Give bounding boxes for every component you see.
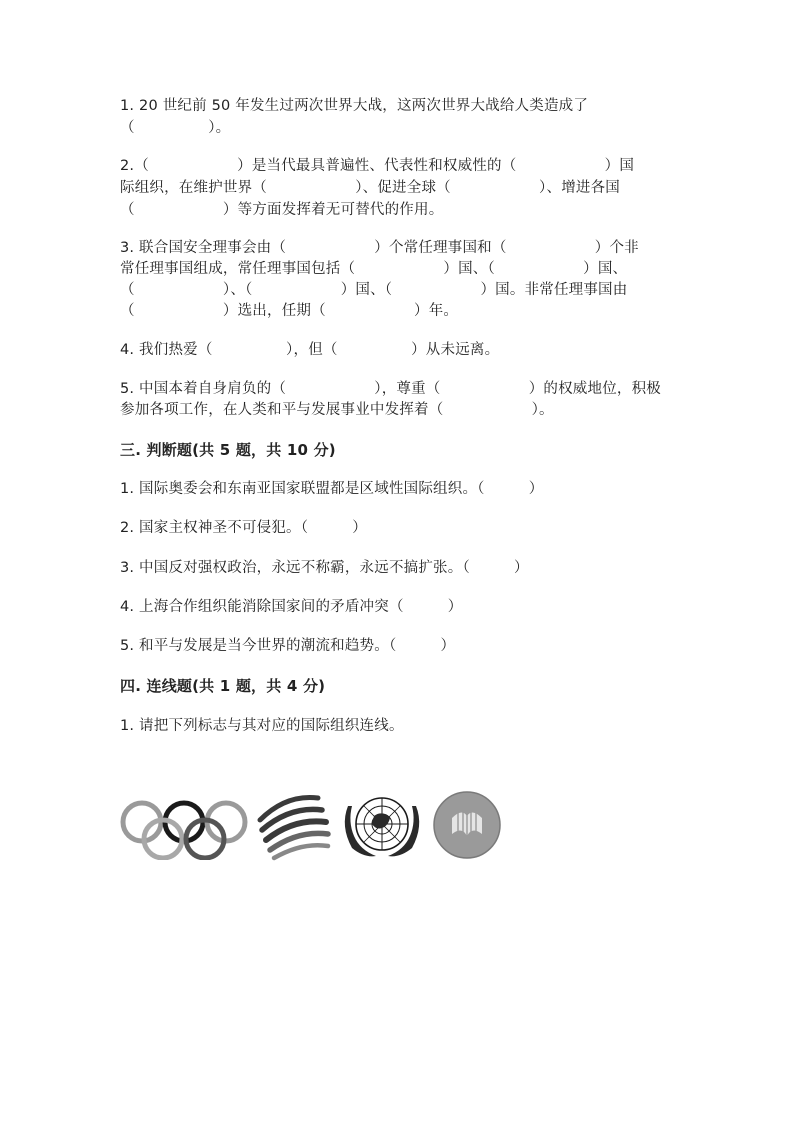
- q5-line1: 5. 中国本着自身肩负的（ ），尊重（ ）的权威地位，积极: [120, 381, 661, 397]
- q2-line2: 际组织，在维护世界（ ）、促进全球（ ）、增进各国: [120, 180, 620, 196]
- q1-line2: （ ）。: [120, 120, 231, 136]
- match-item-1: 1. 请把下列标志与其对应的国际组织连线。: [120, 718, 404, 734]
- q1-line1: 1. 20 世纪前 50 年发生过两次世界大战，这两次世界大战给人类造成了: [120, 98, 589, 114]
- q5-line2: 参加各项工作，在人类和平与发展事业中发挥着（ ）。: [120, 402, 554, 418]
- q2-line1: 2.（ ）是当代最具普遍性、代表性和权威性的（ ）国: [120, 158, 635, 174]
- judge-item-1: 1. 国际奥委会和东南亚国家联盟都是区域性国际组织。（ ）: [120, 481, 544, 497]
- q3-line1: 3. 联合国安全理事会由（ ）个常任理事国和（ ）个非: [120, 240, 639, 256]
- judge-item-5: 5. 和平与发展是当今世界的潮流和趋势。（ ）: [120, 638, 456, 654]
- q3-line4: （ ）选出，任期（ ）年。: [120, 303, 459, 319]
- un-emblem-icon: [338, 790, 426, 862]
- match-heading: 四. 连线题(共 1 题，共 4 分): [120, 677, 326, 695]
- asean-logo-icon: [432, 790, 502, 860]
- q3-line3: （ ）、（ ）国、（ ）国。非常任理事国由: [120, 282, 628, 298]
- q4-line1: 4. 我们热爱（ ），但（ ）从未远离。: [120, 342, 500, 358]
- wto-logo-icon: [256, 790, 332, 862]
- judge-item-4: 4. 上海合作组织能消除国家间的矛盾冲突（ ）: [120, 599, 463, 615]
- olympic-rings-icon: [118, 790, 252, 860]
- q3-line2: 常任理事国组成，常任理事国包括（ ）国、（ ）国、: [120, 261, 628, 277]
- judge-item-3: 3. 中国反对强权政治，永远不称霸，永远不搞扩张。（ ）: [120, 560, 529, 576]
- q2-line3: （ ）等方面发挥着无可替代的作用。: [120, 202, 444, 218]
- judge-item-2: 2. 国家主权神圣不可侵犯。（ ）: [120, 520, 367, 536]
- judge-heading: 三. 判断题(共 5 题，共 10 分): [120, 441, 336, 459]
- logo-row: [118, 790, 508, 870]
